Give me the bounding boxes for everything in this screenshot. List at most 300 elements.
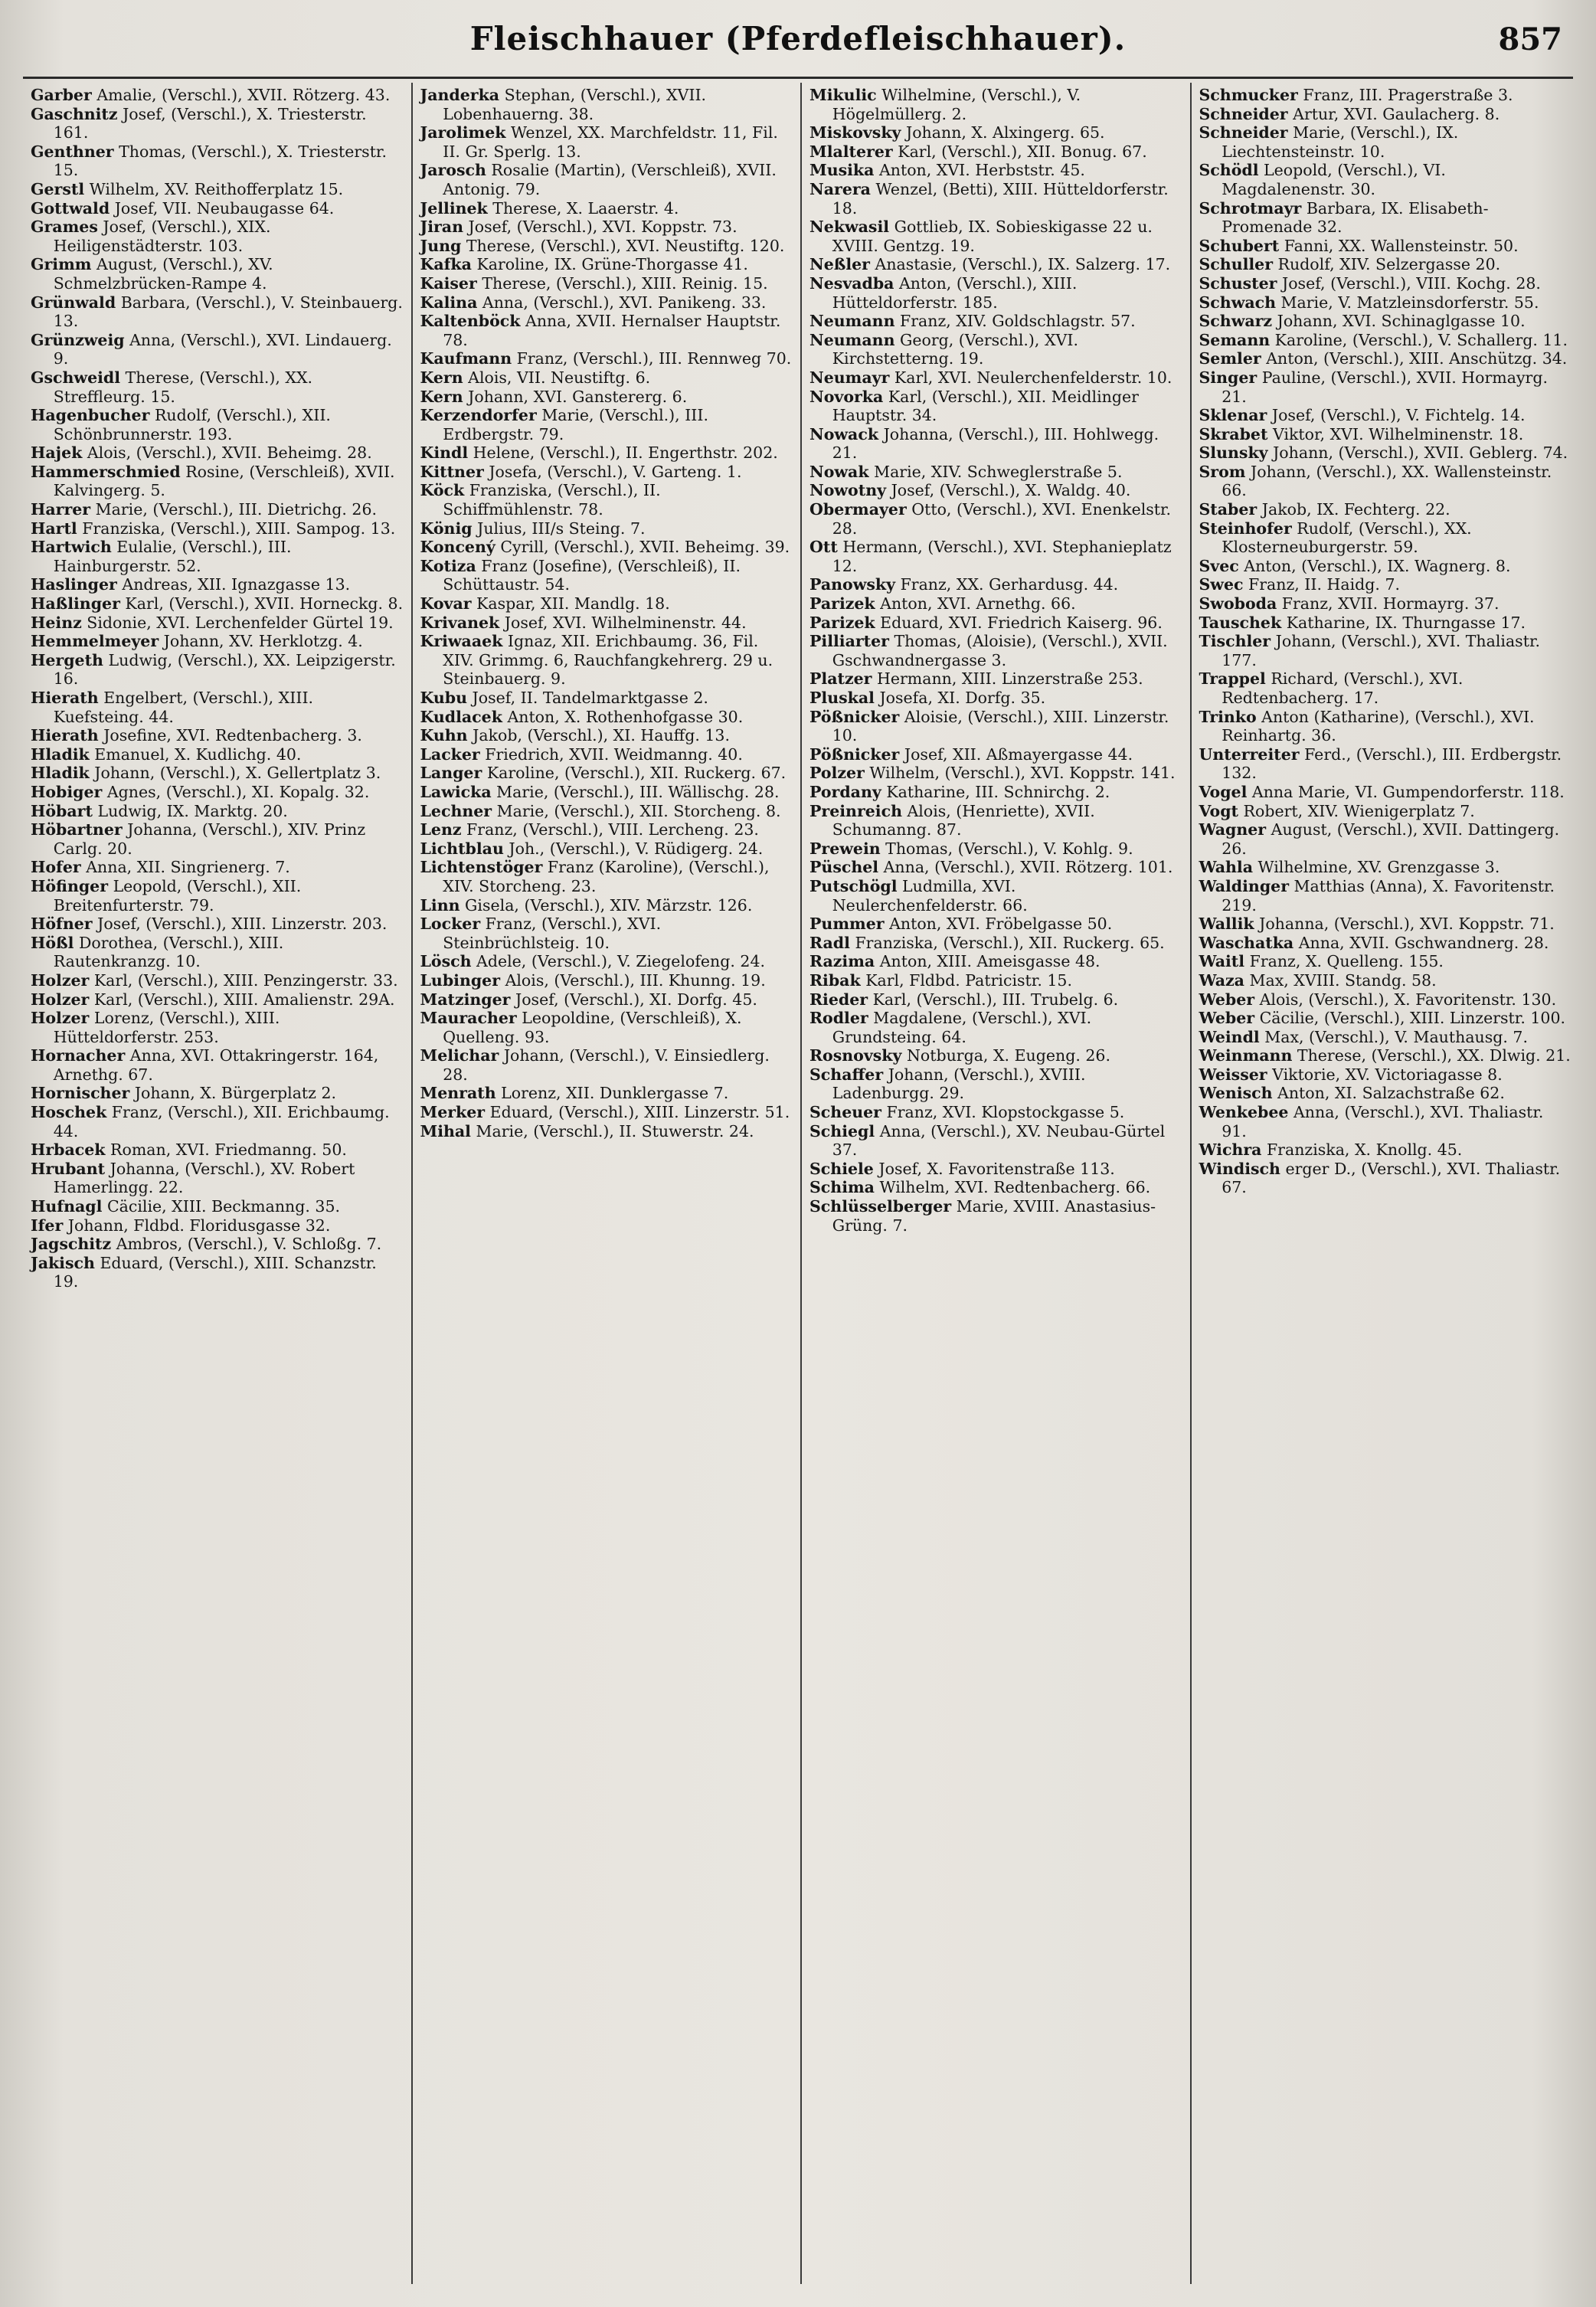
directory-entry [420, 971, 793, 990]
directory-entry [420, 858, 793, 895]
entry-details: Johann, (Verschl.), XVII. Geblerg. 74. [1273, 443, 1568, 463]
entry-details: Anna Marie, VI. Gumpendorferstr. 118. [1251, 782, 1565, 801]
entry-name: Harrer [31, 500, 91, 519]
entry-details: Therese, (Verschl.), XX. Dlwig. 21. [1297, 1046, 1571, 1065]
entry-details: Barbara, (Verschl.), V. Steinbauerg. 13. [53, 293, 403, 331]
entry-details: Josef, (Verschl.), V. Fichtelg. 14. [1271, 406, 1526, 425]
directory-entry [31, 820, 404, 858]
directory-entry [420, 896, 793, 915]
entry-name: Parizek [809, 613, 875, 632]
directory-entry [809, 1197, 1182, 1235]
entry-name: Schubert [1199, 236, 1280, 255]
directory-entry [809, 1009, 1182, 1046]
directory-entry [1199, 237, 1572, 256]
directory-entry [31, 1197, 404, 1216]
entry-name: Merker [420, 1103, 486, 1122]
entry-details: Wilhelm, XVI. Redtenbacherg. 66. [879, 1178, 1151, 1197]
directory-entry [420, 86, 793, 123]
directory-entry [1199, 1103, 1572, 1140]
directory-entry [31, 406, 404, 443]
entry-details: Anna, (Verschl.), XVI. Thaliastr. 91. [1222, 1103, 1544, 1140]
directory-entry [420, 726, 793, 745]
entry-name: Lenz [420, 820, 462, 839]
entry-details: Franz, X. Quelleng. 155. [1249, 952, 1444, 971]
directory-entry [809, 500, 1182, 538]
directory-entry [809, 990, 1182, 1010]
entry-name: Höfinger [31, 876, 109, 895]
entry-details: Ferd., (Verschl.), III. Erdbergstr. 132. [1222, 744, 1562, 783]
directory-entry [31, 463, 404, 500]
entry-name: Wagner [1199, 820, 1267, 839]
entry-details: Johanna, (Verschl.), XIV. Prinz Carlg. 20. [53, 820, 366, 858]
directory-entry [809, 952, 1182, 971]
directory-entry [420, 406, 793, 443]
entry-details: Thomas, (Verschl.), X. Triesterstr. 15. [53, 142, 388, 180]
entry-name: Unterreiter [1199, 744, 1300, 764]
directory-entry [1199, 1009, 1572, 1028]
directory-entry [1199, 274, 1572, 293]
entry-name: Ribak [809, 970, 861, 990]
entry-name: Holzer [31, 990, 90, 1009]
entry-details: Johann, (Verschl.), XX. Wallensteinstr. 66. [1222, 462, 1552, 500]
entry-details: Kaspar, XII. Mandlg. 18. [476, 594, 670, 614]
entry-details: Karl, (Verschl.), XII. Meidlinger Hauptstr. 34. [832, 387, 1139, 425]
entry-name: Nekwasil [809, 218, 890, 237]
directory-entry [809, 745, 1182, 764]
entry-name: Schuster [1199, 273, 1277, 293]
entry-name: Janderka [420, 86, 500, 104]
entry-details: Wilhelm, XV. Reithofferplatz 15. [89, 179, 344, 198]
directory-entry [1199, 1084, 1572, 1103]
directory-entry [31, 689, 404, 726]
directory-entry [809, 331, 1182, 368]
directory-entry [809, 1103, 1182, 1122]
entry-details: Matthias (Anna), X. Favoritenstr. 219. [1222, 876, 1555, 915]
entry-details: Karl, (Verschl.), XIII. Amalienstr. 29A. [93, 990, 395, 1009]
entry-details: Magdalene, (Verschl.), XVI. Grundsteing. 64. [832, 1009, 1092, 1046]
directory-entry [1199, 877, 1572, 915]
directory-entry [1199, 161, 1572, 198]
entry-name: Locker [420, 915, 481, 934]
entry-details: Franz, (Verschl.), XII. Erichbaumg. 44. [53, 1103, 390, 1140]
directory-entry [420, 312, 793, 349]
entry-details: Ludwig, (Verschl.), XX. Leipzigerstr. 16. [53, 650, 396, 689]
entry-name: Jiran [420, 218, 463, 237]
directory-entry [420, 783, 793, 802]
entry-details: Anton, (Verschl.), XIII. Anschützg. 34. [1266, 349, 1568, 368]
entry-name: König [420, 519, 473, 538]
entry-name: Neumayr [809, 368, 890, 387]
entry-name: Hemmelmeyer [31, 632, 159, 651]
directory-entry [809, 669, 1182, 689]
entry-details: Anton, X. Rothenhofgasse 30. [507, 707, 744, 726]
entry-name: Koncený [420, 538, 495, 557]
entry-name: Lacker [420, 744, 480, 764]
entry-details: Franz, XVII. Hormayrg. 37. [1281, 594, 1500, 614]
directory-entry [31, 199, 404, 218]
entry-name: Linn [420, 895, 460, 915]
directory-entry [1199, 745, 1572, 783]
directory-entry [31, 86, 404, 105]
entry-name: Steinhofer [1199, 519, 1292, 538]
entry-name: Kern [420, 387, 463, 406]
entry-details: Karoline, IX. Grüne-Thorgasse 41. [476, 255, 748, 274]
entry-details: Anton, XVI. Arnethg. 66. [880, 594, 1076, 614]
entry-name: Novorka [809, 387, 884, 406]
entry-details: Helene, (Verschl.), II. Engerthstr. 202. [473, 443, 778, 463]
directory-entry [420, 594, 793, 614]
entry-details: Gisela, (Verschl.), XIV. Märzstr. 126. [465, 895, 753, 915]
entry-details: Julius, III/s Steing. 7. [477, 519, 646, 538]
entry-details: Ignaz, XII. Erichbaumg. 36, Fil. XIV. Grimmg. 6, Rauchfangkehrerg. 29 u. Steinbauerg. 9. [443, 632, 773, 689]
entry-details: Anna, XVI. Ottakringerstr. 164, Arnethg. 67. [53, 1046, 379, 1084]
directory-entry [31, 764, 404, 783]
entry-details: Josef, (Verschl.), XI. Dorfg. 45. [515, 990, 757, 1009]
directory-entry [420, 443, 793, 463]
entry-name: Pummer [809, 915, 885, 934]
entry-details: Franz, III. Pragerstraße 3. [1303, 86, 1513, 104]
entry-details: Barbara, IX. Elisabeth-Promenade 32. [1222, 198, 1489, 237]
entry-name: Schiegl [809, 1121, 875, 1140]
entry-details: Franz, II. Haidg. 7. [1248, 575, 1401, 594]
entry-details: Franziska, (Verschl.), XII. Ruckerg. 65. [855, 933, 1165, 952]
entry-details: Viktorie, XV. Victoriagasse 8. [1272, 1065, 1503, 1084]
column-2 [413, 83, 803, 2284]
entry-name: Kittner [420, 462, 484, 481]
directory-entry [1199, 971, 1572, 990]
entry-details: Karl, (Verschl.), III. Trubelg. 6. [872, 990, 1119, 1009]
entry-details: August, (Verschl.), XVII. Dattingerg. 26. [1222, 820, 1560, 858]
directory-entry [1199, 1028, 1572, 1047]
directory-entry [31, 500, 404, 519]
directory-entry [1199, 934, 1572, 953]
directory-entry [31, 1009, 404, 1046]
directory-entry [420, 745, 793, 764]
entry-details: Josef, II. Tandelmarktgasse 2. [472, 689, 708, 707]
entry-name: Wahla [1199, 858, 1253, 877]
directory-entry [809, 802, 1182, 839]
entry-details: Eduard, (Verschl.), XIII. Linzerstr. 51. [489, 1103, 790, 1122]
directory-entry [31, 1103, 404, 1140]
entry-details: Therese, (Verschl.), XIII. Reinig. 15. [482, 273, 768, 293]
entry-details: Aloisie, (Verschl.), XIII. Linzerstr. 10. [832, 707, 1169, 745]
directory-entry [1199, 293, 1572, 313]
entry-name: Obermayer [809, 500, 907, 519]
entry-name: Jagschitz [31, 1235, 112, 1254]
directory-entry [809, 632, 1182, 669]
directory-entry [31, 614, 404, 633]
entry-name: Köck [420, 481, 465, 500]
entry-name: Jarosch [420, 161, 486, 180]
entry-name: Nowak [809, 462, 869, 481]
entry-name: Schwarz [1199, 312, 1273, 331]
entry-name: Mlalterer [809, 142, 893, 161]
entry-details: Rudolf, (Verschl.), XX. Klosterneuburgerstr. 59. [1222, 519, 1472, 557]
entry-name: Kindl [420, 443, 469, 463]
entry-details: Johann, (Verschl.), X. Gellertplatz 3. [94, 764, 381, 783]
entry-details: Marie, XVIII. Anastasius-Grüng. 7. [832, 1197, 1156, 1235]
entry-name: Parizek [809, 594, 875, 614]
entry-name: Rieder [809, 990, 868, 1009]
entry-details: Johanna, (Verschl.), XV. Robert Hamerlingg. 22. [53, 1159, 355, 1197]
directory-entry [1199, 105, 1572, 124]
directory-entry [420, 632, 793, 689]
directory-entry [809, 877, 1182, 915]
directory-entry [31, 1160, 404, 1197]
directory-entry [1199, 783, 1572, 802]
entry-details: Franz (Josefine), (Verschleiß), II. Schüttaustr. 54. [443, 556, 741, 594]
directory-entry [1199, 1160, 1572, 1197]
entry-details: Thomas, (Aloisie), (Verschl.), XVII. Gschwandnergasse 3. [832, 632, 1168, 669]
entry-name: Hladik [31, 744, 90, 764]
entry-details: Marie, (Verschl.), III. Dietrichg. 26. [95, 500, 378, 519]
entry-details: Johanna, (Verschl.), III. Hohlwegg. 21. [832, 424, 1159, 463]
entry-details: Gottlieb, IX. Sobieskigasse 22 u. XVIII. Gentzg. 19. [832, 218, 1153, 255]
entry-details: Robert, XIV. Wienigerplatz 7. [1243, 801, 1475, 820]
directory-entry [31, 745, 404, 764]
directory-entry [31, 218, 404, 255]
entry-name: Lösch [420, 952, 472, 971]
entry-name: Hornacher [31, 1046, 126, 1065]
directory-entry [31, 575, 404, 594]
directory-entry [809, 1046, 1182, 1065]
directory-entry [31, 443, 404, 463]
directory-entry [1199, 1065, 1572, 1085]
directory-entry [809, 142, 1182, 162]
entry-name: Schmucker [1199, 86, 1298, 104]
entry-details: Marie, (Verschl.), III. Wällischg. 28. [496, 782, 780, 801]
directory-entry [809, 388, 1182, 425]
directory-entry [420, 161, 793, 198]
directory-entry [809, 425, 1182, 463]
directory-entry [1199, 331, 1572, 350]
directory-entry [809, 218, 1182, 255]
entry-details: Alois, (Verschl.), XVII. Beheimg. 28. [87, 443, 372, 463]
entry-name: Neumann [809, 330, 895, 349]
entry-details: Anton, XVI. Herbststr. 45. [878, 161, 1085, 180]
directory-entry [1199, 614, 1572, 633]
entry-name: Pößnicker [809, 707, 900, 726]
entry-name: Sklenar [1199, 406, 1267, 425]
entry-details: Josef, (Verschl.), XIX. Heiligenstädterstr. 103. [53, 218, 271, 255]
entry-details: Anna, (Verschl.), XVII. Rötzerg. 101. [883, 858, 1173, 877]
entry-name: Mikulic [809, 86, 877, 104]
entry-details: Alois, (Verschl.), X. Favoritenstr. 130. [1259, 990, 1557, 1009]
entry-name: Hagenbucher [31, 406, 150, 425]
column-4 [1192, 83, 1580, 2284]
entry-details: Johann, XVI. Schinaglgasse 10. [1277, 312, 1526, 331]
directory-entry [809, 368, 1182, 388]
entry-name: Pößnicker [809, 744, 900, 764]
entry-details: Franziska, (Verschl.), XIII. Sampog. 13. [82, 519, 396, 538]
directory-entry [809, 839, 1182, 859]
entry-name: Schuller [1199, 255, 1274, 274]
entry-details: Franziska, X. Knollg. 45. [1266, 1140, 1463, 1160]
entry-name: Holzer [31, 1009, 90, 1028]
entry-details: Rudolf, XIV. Selzergasse 20. [1277, 255, 1501, 274]
directory-entry [1199, 594, 1572, 614]
directory-entry [420, 519, 793, 538]
entry-details: Marie, (Verschl.), IX. Liechtensteinstr. 10. [1222, 123, 1459, 161]
directory-entry [420, 1103, 793, 1122]
directory-entry [809, 538, 1182, 575]
directory-entry [31, 1235, 404, 1254]
entry-name: Hierath [31, 689, 99, 707]
entry-name: Mihal [420, 1121, 471, 1140]
directory-entry [1199, 820, 1572, 858]
directory-entry [809, 915, 1182, 934]
entry-details: Eulalie, (Verschl.), III. Hainburgerstr. 52. [53, 538, 292, 575]
entry-name: Hrubant [31, 1159, 106, 1178]
entry-name: Waldinger [1199, 876, 1290, 895]
directory-entry [1199, 632, 1572, 669]
directory-entry [31, 1140, 404, 1160]
entry-details: Karoline, (Verschl.), XII. Ruckerg. 67. [486, 764, 787, 783]
directory-entry [1199, 1046, 1572, 1065]
entry-name: Polzer [809, 764, 865, 783]
entry-details: Agnes, (Verschl.), XI. Kopalg. 32. [106, 782, 370, 801]
entry-details: Alois, (Henriette), XVII. Schumanng. 87. [832, 801, 1095, 839]
directory-entry [809, 481, 1182, 500]
directory-entry [31, 1084, 404, 1103]
entry-details: Wilhelmine, XV. Grenzgasse 3. [1258, 858, 1500, 877]
entry-details: Johann, (Verschl.), V. Einsiedlerg. 28. [443, 1046, 770, 1084]
entry-details: Jakob, (Verschl.), XI. Hauffg. 13. [473, 726, 730, 745]
entry-details: Richard, (Verschl.), XVI. Redtenbacherg. 17. [1222, 669, 1464, 707]
entry-name: Höfner [31, 915, 93, 934]
directory-entry [31, 971, 404, 990]
entry-details: Josef, XVI. Wilhelminenstr. 44. [504, 613, 747, 632]
entry-details: Josef, (Verschl.), X. Waldg. 40. [891, 481, 1131, 500]
entry-details: Lorenz, (Verschl.), XIII. Hütteldorferstr. 253. [53, 1009, 280, 1046]
entry-details: Artur, XVI. Gaulacherg. 8. [1293, 104, 1500, 123]
entry-details: Emanuel, X. Kudlichg. 40. [94, 744, 302, 764]
directory-entry [809, 123, 1182, 142]
entry-name: Schneider [1199, 123, 1288, 142]
entry-details: Hermann, XIII. Linzerstraße 253. [876, 669, 1143, 689]
directory-entry [1199, 990, 1572, 1010]
entry-details: Johann, (Verschl.), XVIII. Ladenburgg. 29. [832, 1065, 1086, 1103]
entry-details: Alois, VII. Neustiftg. 6. [468, 368, 651, 387]
entry-details: Karl, (Verschl.), XVII. Horneckg. 8. [125, 594, 404, 614]
directory-entry [1199, 368, 1572, 406]
entry-details: Johann, XV. Herklotzg. 4. [163, 632, 363, 651]
entry-name: Semler [1199, 349, 1261, 368]
page-number: 857 [1498, 21, 1562, 57]
directory-entry [420, 255, 793, 274]
entry-details: Pauline, (Verschl.), XVII. Hormayrg. 21. [1222, 368, 1548, 406]
entry-name: Preinreich [809, 801, 902, 820]
entry-details: Max, (Verschl.), V. Mauthausg. 7. [1264, 1027, 1528, 1046]
directory-entry [1199, 802, 1572, 821]
entry-name: Radl [809, 933, 850, 952]
directory-entry [1199, 575, 1572, 594]
entry-name: Wenkebee [1199, 1103, 1289, 1122]
directory-entry [1199, 255, 1572, 274]
entry-details: Therese, X. Laaerstr. 4. [492, 198, 679, 218]
entry-name: Waschatka [1199, 933, 1294, 952]
entry-details: Wilhelmine, (Verschl.), V. Högelmüllerg. 2. [832, 86, 1081, 123]
entry-name: Püschel [809, 858, 879, 877]
entry-details: Anton, XI. Salzachstraße 62. [1277, 1084, 1505, 1103]
directory-entry [420, 557, 793, 594]
entry-name: Jung [420, 236, 462, 255]
entry-name: Jakisch [31, 1253, 95, 1272]
entry-name: Nowotny [809, 481, 887, 500]
entry-details: Notburga, X. Eugeng. 26. [906, 1046, 1110, 1065]
entry-name: Swec [1199, 575, 1244, 594]
directory-entry [809, 764, 1182, 783]
entry-name: Pluskal [809, 689, 875, 707]
entry-name: Staber [1199, 500, 1258, 519]
entry-name: Hoschek [31, 1103, 107, 1122]
entry-name: Tischler [1199, 632, 1271, 651]
entry-details: Alois, (Verschl.), III. Khunng. 19. [505, 970, 766, 990]
entry-details: Anna, (Verschl.), XVI. Panikeng. 33. [482, 293, 767, 312]
entry-name: Garber [31, 86, 92, 104]
entry-name: Windisch [1199, 1159, 1280, 1178]
entry-name: Hammerschmied [31, 462, 181, 481]
entry-details: Josef, XII. Aßmayergasse 44. [904, 744, 1133, 764]
entry-name: Narera [809, 179, 871, 198]
entry-details: Eduard, XVI. Friedrich Kaiserg. 96. [880, 613, 1163, 632]
entry-name: Kaiser [420, 273, 477, 293]
entry-details: Lorenz, XII. Dunklergasse 7. [501, 1084, 729, 1103]
entry-name: Kudlacek [420, 707, 502, 726]
entry-name: Miskovsky [809, 123, 901, 142]
directory-entry [809, 1178, 1182, 1197]
entry-details: Ludmilla, XVI. Neulerchenfelderstr. 66. [832, 876, 1028, 915]
page-title: Fleischhauer (Pferdefleischhauer). [469, 20, 1127, 57]
entry-name: Lechner [420, 801, 492, 820]
directory-entry [809, 614, 1182, 633]
column-3 [802, 83, 1192, 2284]
entry-name: Grünzweig [31, 330, 125, 349]
entry-details: Josef, (Verschl.), X. Triesterstr. 161. [53, 104, 367, 142]
entry-details: Cäcilie, XIII. Beckmanng. 35. [106, 1197, 341, 1216]
directory-entry [31, 632, 404, 651]
directory-entry [1199, 557, 1572, 576]
entry-details: Leopoldine, (Verschleiß), X. Quelleng. 93. [443, 1009, 742, 1046]
entry-name: Kern [420, 368, 463, 387]
entry-name: Weisser [1199, 1065, 1267, 1084]
entry-name: Matzinger [420, 990, 511, 1009]
entry-details: Johann, XVI. Ganstererg. 6. [468, 387, 688, 406]
entry-details: Josefa, XI. Dorfg. 35. [879, 689, 1046, 707]
entry-details: Jakob, IX. Fechterg. 22. [1261, 500, 1450, 519]
entry-details: Thomas, (Verschl.), V. Kohlg. 9. [885, 839, 1133, 858]
directory-entry [31, 519, 404, 538]
directory-entry [31, 877, 404, 915]
column-1 [23, 83, 413, 2284]
entry-details: Anna, XVII. Hernalser Hauptstr. 78. [443, 312, 781, 349]
entry-details: Karoline, (Verschl.), V. Schallerg. 11. [1274, 330, 1568, 349]
directory-entry [31, 915, 404, 934]
directory-entry [420, 689, 793, 708]
entry-details: Therese, (Verschl.), XVI. Neustiftg. 120. [466, 236, 785, 255]
entry-name: Lichtenstöger [420, 858, 543, 877]
entry-name: Schima [809, 1178, 875, 1197]
directory-entry [420, 1009, 793, 1046]
directory-entry [1199, 86, 1572, 105]
entry-name: Weber [1199, 990, 1255, 1009]
directory-entry [31, 934, 404, 971]
entry-name: Wallik [1199, 915, 1254, 934]
directory-entry [420, 349, 793, 368]
directory-entry [1199, 443, 1572, 463]
entry-name: Skrabet [1199, 424, 1268, 443]
directory-entry [1199, 915, 1572, 934]
